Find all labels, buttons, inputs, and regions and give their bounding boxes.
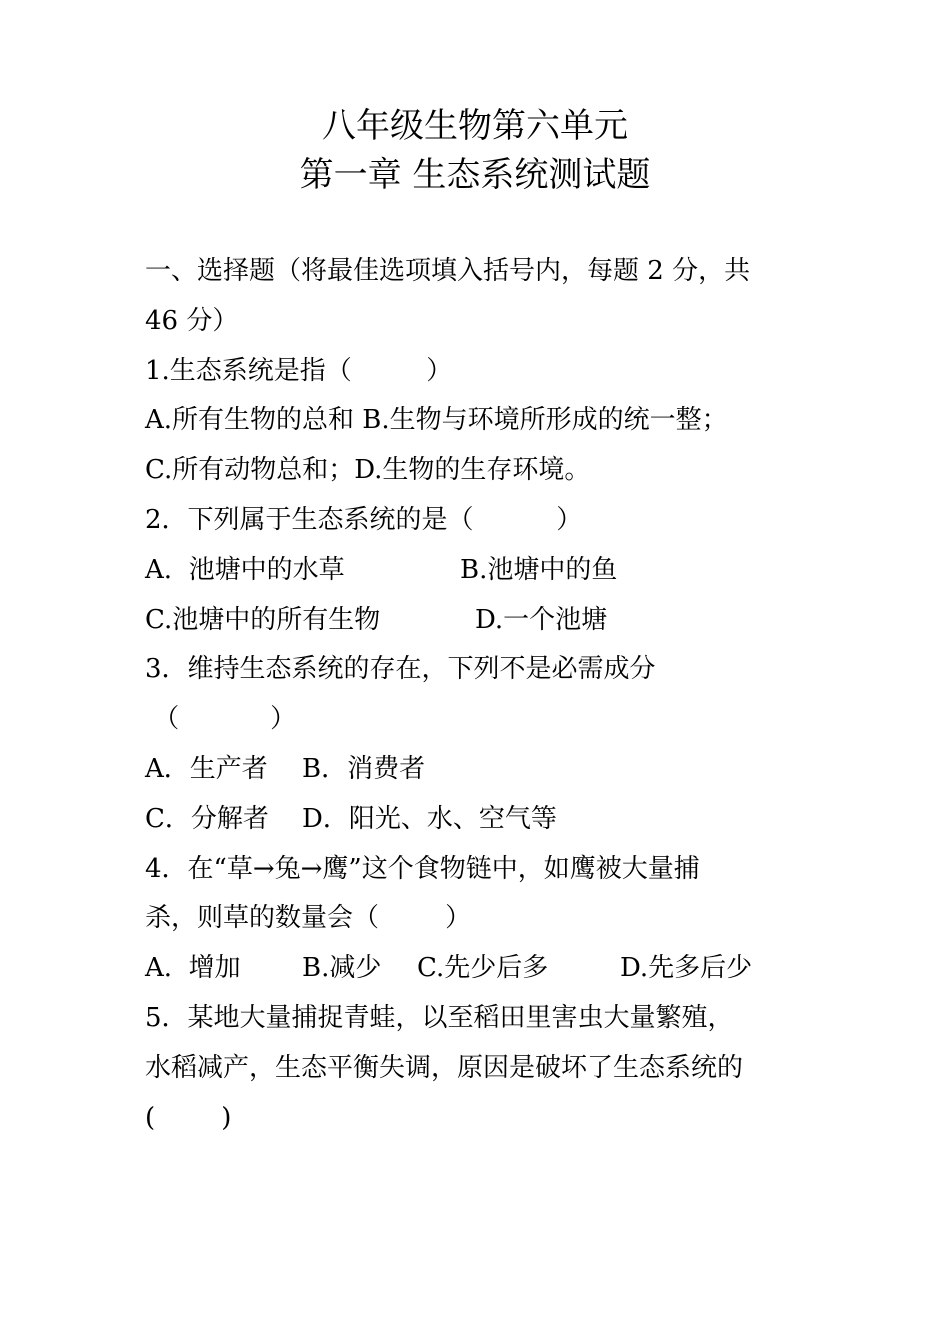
question-2-option-c: C.池塘中的所有生物 [145,604,381,635]
question-3-option-b: B．消费者 [302,753,426,784]
document-body [145,247,815,1143]
question-4-stem-line1: 4．在“草→兔→鹰”这个食物链中，如鹰被大量捕 [145,853,700,884]
question-4-option-b: B.减少 [302,953,382,984]
question-2-option-a: A. 池塘中的水草 [145,554,345,585]
question-1-options-line1: A.所有生物的总和 B.生物与环境所形成的统一整； [145,405,728,436]
question-5-stem-line2: 水稻减产，生态平衡失调，原因是破坏了生态系统的 [145,1052,744,1083]
question-3-options-row1 [145,745,815,795]
question-3-stem-line2: （ ） [145,704,297,735]
question-2-stem: 2．下列属于生态系统的是（ ） [145,504,583,535]
question-3-stem-line1: 3．维持生态系统的存在，下列不是必需成分 [145,654,656,685]
question-2-options-row2 [145,596,815,646]
question-1-stem: 1.生态系统是指（ ） [145,355,453,386]
question-3-options-row2 [145,795,815,845]
question-4-option-d: D.先多后少 [620,953,753,984]
question-1-options-line2: C.所有动物总和；D.生物的生存环境。 [145,455,591,486]
question-2-option-b: B.池塘中的鱼 [460,554,618,585]
question-4-stem-line2: 杀，则草的数量会（ ） [145,903,472,934]
question-2-options-row1 [145,546,815,596]
document-title-line2: 第一章 生态系统测试题 [299,155,651,195]
question-4-option-a: A. 增加 [145,953,241,984]
question-2-option-d: D.一个池塘 [475,604,608,635]
question-5-stem-line3: ( ) [145,1102,232,1133]
section-heading-line1: 一、选择题（将最佳选项填入括号内，每题 2 分，共 [145,256,751,286]
question-3-option-d: D．阳光、水、空气等 [302,803,557,834]
question-5-stem-line1: 5．某地大量捕捉青蛙，以至稻田里害虫大量繁殖， [145,1002,734,1033]
question-3-option-a: A．生产者 [145,753,268,784]
section-heading-line2: 46 分） [145,305,239,336]
question-4-options-row [145,944,815,994]
question-3-option-c: C．分解者 [145,803,269,834]
question-4-option-c: C.先少后多 [417,953,549,984]
document-title-line1: 八年级生物第六单元 [322,106,628,146]
